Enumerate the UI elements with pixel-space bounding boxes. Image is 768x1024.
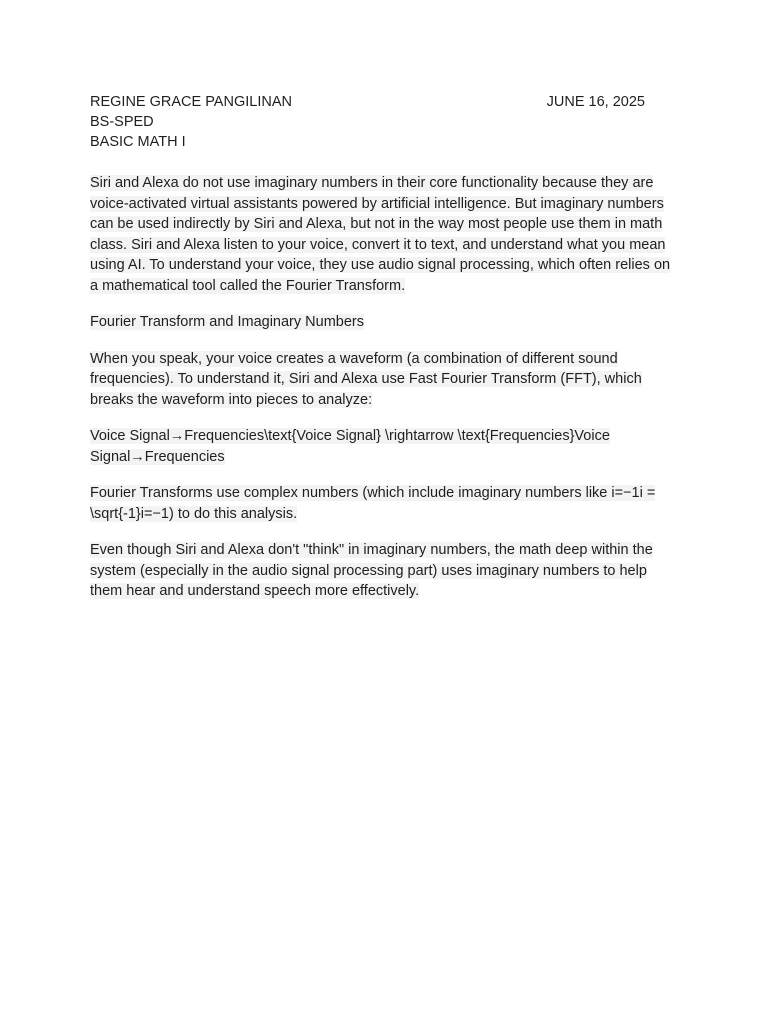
paragraph-conclusion-text: Even though Siri and Alexa don't "think" in imaginary numbers, the math deep within the system (especially in the audio signal processing part) uses imaginary numbers to help them hear and understand speech more effectively. — [90, 542, 653, 599]
paragraph-formula-text: Voice Signal→Frequencies\text{Voice Signal} \rightarrow \text{Frequencies}Voice Signal→Frequencies — [90, 428, 610, 465]
section-heading-text: Fourier Transform and Imaginary Numbers — [90, 314, 364, 330]
document-body — [90, 173, 680, 602]
course-line: BASIC MATH I — [90, 134, 186, 150]
paragraph-intro-text: Siri and Alexa do not use imaginary numbers in their core functionality because they are voice-activated virtual assistants powered by artificial intelligence. But imaginary numbers can be used indirectly by Siri and Alexa, but not in the way most people use them in math class. Siri and Alexa listen to your voice, convert it to text, and understand what you mean using AI. To understand your voice, they use audio signal processing, which often relies on a mathematical tool called the Fourier Transform. — [90, 175, 671, 294]
header-row — [90, 92, 645, 112]
section-heading — [90, 312, 680, 333]
paragraph-conclusion — [90, 540, 680, 602]
document-date: JUNE 16, 2025 — [546, 94, 645, 110]
paragraph-formula — [90, 426, 680, 467]
paragraph-intro — [90, 173, 680, 296]
program-line: BS-SPED — [90, 114, 154, 130]
paragraph-waveform-text: When you speak, your voice creates a waveform (a combination of different sound frequencies). To understand it, Siri and Alexa use Fast Fourier Transform (FFT), which breaks the waveform into pieces to analyze: — [90, 350, 642, 408]
author-name: REGINE GRACE PANGILINAN — [90, 94, 292, 110]
paragraph-complex-numbers — [90, 483, 680, 524]
paragraph-waveform — [90, 349, 680, 411]
paragraph-complex-numbers-text: Fourier Transforms use complex numbers (which include imaginary numbers like i=−1i = \sqrt{-1}i=−1) to do this analysis. — [90, 485, 656, 522]
